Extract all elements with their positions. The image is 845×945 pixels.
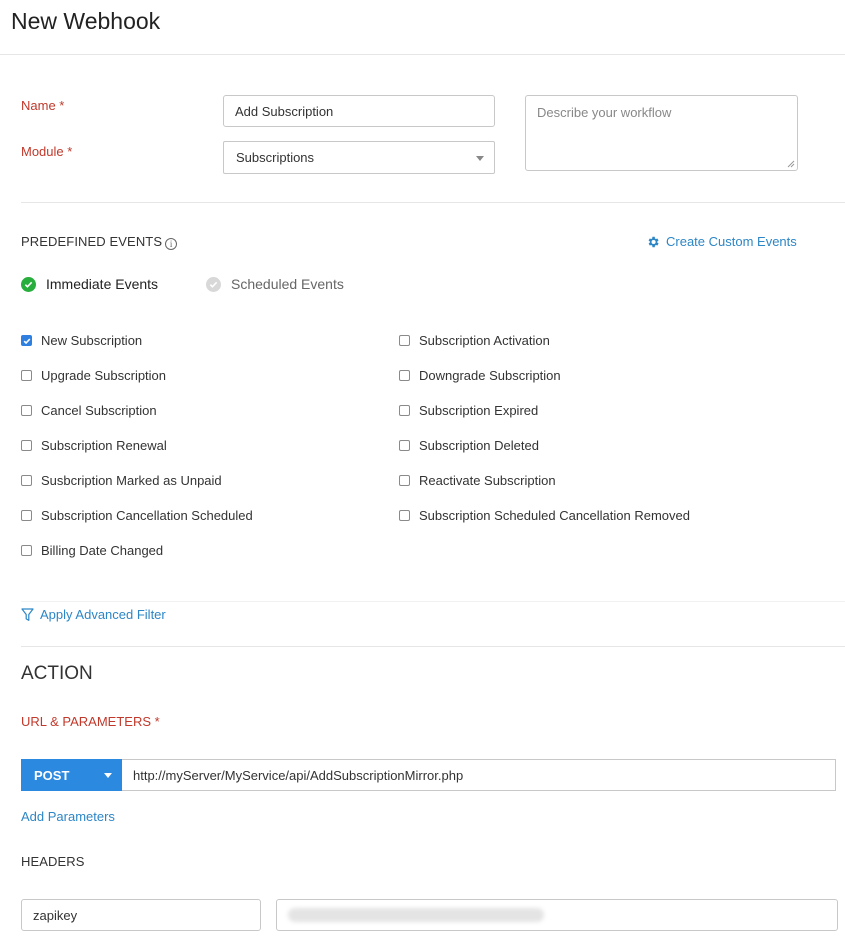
event-checkbox-row[interactable] (21, 543, 163, 558)
checkbox[interactable] (399, 440, 410, 451)
form-divider (21, 202, 845, 203)
checkbox[interactable] (21, 405, 32, 416)
http-method-value: POST (34, 767, 70, 783)
check-circle-icon (206, 277, 221, 292)
checkbox[interactable] (21, 440, 32, 451)
event-label: Subscription Renewal (41, 438, 167, 453)
chevron-down-icon (476, 156, 484, 161)
event-label: Subscription Expired (419, 403, 539, 418)
chevron-down-icon (104, 773, 112, 778)
event-label: Cancel Subscription (41, 403, 157, 418)
tab-immediate-events[interactable] (21, 276, 158, 292)
http-method-dropdown[interactable] (21, 759, 122, 791)
event-label: Subscription Deleted (419, 438, 539, 453)
checkbox[interactable] (399, 475, 410, 486)
event-checkbox-row[interactable] (399, 438, 539, 453)
checkbox[interactable] (21, 545, 32, 556)
checkbox[interactable] (399, 335, 410, 346)
event-label: Reactivate Subscription (419, 473, 556, 488)
event-label: Susbcription Marked as Unpaid (41, 473, 222, 488)
predefined-events-label: PREDEFINED EVENTS (21, 234, 163, 249)
header-divider (0, 54, 845, 55)
action-heading: ACTION (21, 663, 93, 684)
add-parameters-link[interactable]: Add Parameters (21, 809, 115, 824)
module-label: Module * (21, 144, 73, 159)
description-placeholder: Describe your workflow (537, 105, 672, 120)
url-input[interactable] (122, 759, 836, 791)
apply-advanced-filter-label: Apply Advanced Filter (40, 607, 166, 622)
event-label: Subscription Cancellation Scheduled (41, 508, 253, 523)
gear-icon (646, 235, 660, 249)
create-custom-events-link[interactable] (646, 234, 797, 249)
checkbox[interactable] (399, 370, 410, 381)
event-checkbox-row[interactable] (399, 473, 556, 488)
module-select[interactable] (223, 141, 495, 174)
headers-label: HEADERS (21, 854, 85, 869)
header-key-value: zapikey (33, 907, 78, 923)
event-checkbox-row[interactable] (21, 368, 166, 383)
event-label: Billing Date Changed (41, 543, 164, 558)
event-checkbox-row[interactable] (399, 333, 550, 348)
header-key-input[interactable] (21, 899, 261, 931)
event-label: Upgrade Subscription (41, 368, 167, 383)
event-checkbox-row[interactable] (399, 368, 561, 383)
event-label: Subscription Activation (419, 333, 550, 348)
event-checkbox-row[interactable] (21, 333, 142, 348)
checkbox[interactable] (21, 475, 32, 486)
predefined-events-heading (21, 234, 177, 250)
module-select-value: Subscriptions (236, 150, 315, 165)
redacted-value (288, 908, 544, 922)
page-title: New Webhook (11, 8, 161, 34)
event-checkbox-row[interactable] (21, 438, 167, 453)
tab-immediate-events-label: Immediate Events (46, 276, 159, 292)
event-checkbox-row[interactable] (21, 508, 253, 523)
create-custom-events-label: Create Custom Events (666, 234, 797, 249)
filter-icon (21, 608, 34, 622)
action-divider (21, 646, 845, 647)
tab-scheduled-events[interactable] (206, 276, 344, 292)
check-icon (23, 337, 31, 345)
apply-advanced-filter-link[interactable] (21, 607, 166, 622)
resize-handle-icon[interactable] (787, 160, 795, 168)
url-value: http://myServer/MyService/api/AddSubscriptionMirror.php (133, 767, 464, 783)
checkbox[interactable] (399, 405, 410, 416)
events-divider (21, 601, 845, 602)
event-label: Downgrade Subscription (419, 368, 561, 383)
event-label: Subscription Scheduled Cancellation Removed (419, 508, 690, 523)
check-circle-icon (21, 277, 36, 292)
event-checkbox-row[interactable] (399, 403, 538, 418)
checkbox[interactable] (399, 510, 410, 521)
header-value-input[interactable] (276, 899, 838, 931)
event-checkbox-row[interactable] (21, 403, 157, 418)
checkbox-checked[interactable] (21, 335, 32, 346)
name-label: Name * (21, 98, 65, 113)
info-icon[interactable]: i (165, 238, 177, 250)
event-checkbox-row[interactable] (21, 473, 222, 488)
checkbox[interactable] (21, 370, 32, 381)
tab-scheduled-events-label: Scheduled Events (231, 276, 344, 292)
url-parameters-label: URL & PARAMETERS * (21, 714, 160, 729)
event-checkbox-row[interactable] (399, 508, 690, 523)
description-textarea[interactable] (525, 95, 798, 171)
checkbox[interactable] (21, 510, 32, 521)
name-input[interactable] (223, 95, 495, 127)
event-label: New Subscription (41, 333, 143, 348)
